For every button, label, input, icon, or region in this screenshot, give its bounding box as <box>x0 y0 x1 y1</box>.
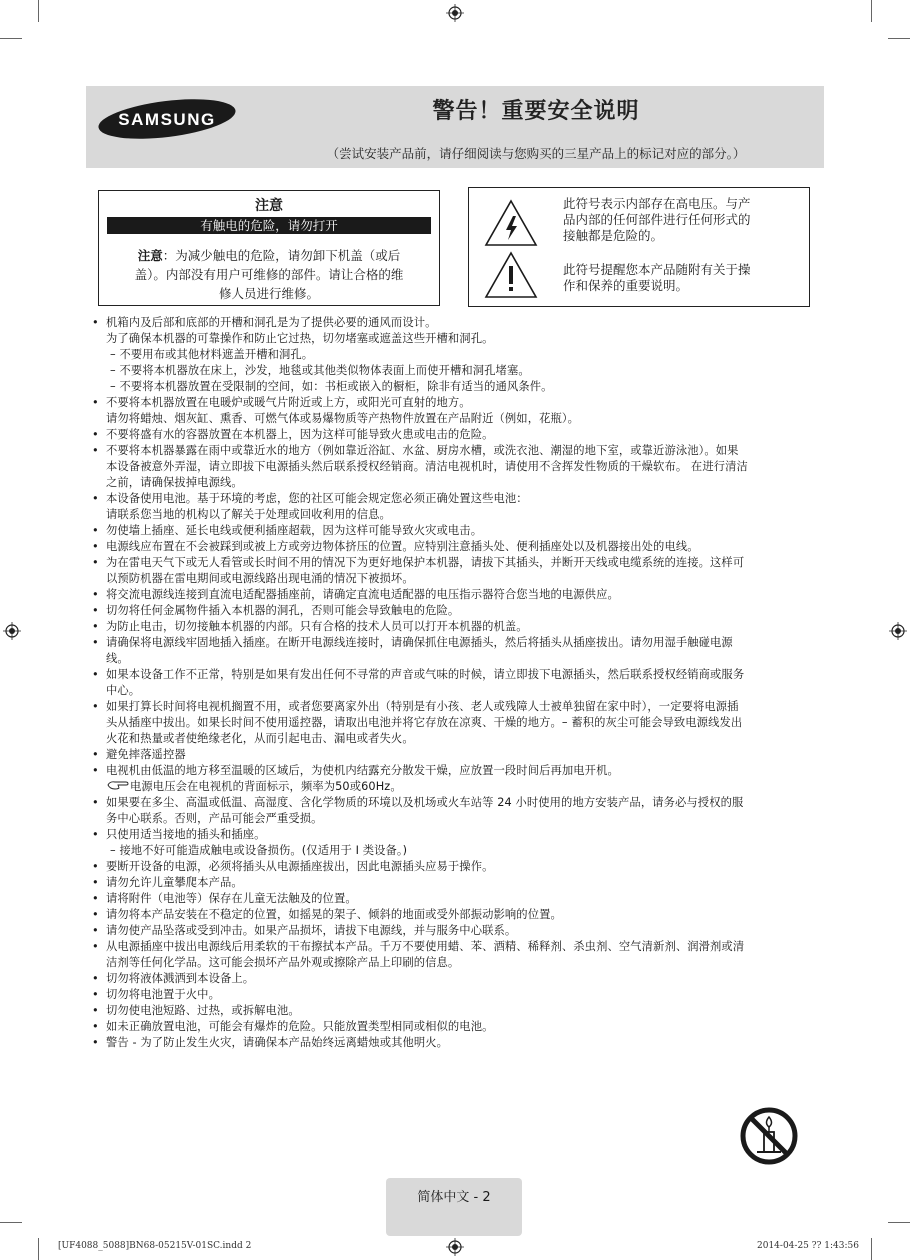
crop-mark <box>888 1222 910 1223</box>
warning-icon <box>483 250 539 300</box>
list-item: • 要断开设备的电源，必须将插头从电源插座拔出，因此电源插头应易于操作。 <box>92 860 494 873</box>
samsung-logo <box>96 96 238 142</box>
caution-text <box>107 246 431 303</box>
list-item: • 请勿将本产品安装在不稳定的位置，如摇晃的架子、倾斜的地面或受外部振动影响的位置。 <box>92 908 562 921</box>
list-item: • 请勿使产品坠落或受到冲击。如果产品损坏，请拔下电源线，并与服务中心联系。 <box>92 924 517 937</box>
footer-file: [UF4088_5088]BN68-05215V-01SC.indd 2 <box>58 1241 252 1251</box>
list-item: • 请确保将电源线牢固地插入插座。在断开电源线连接时，请确保抓住电源插头，然后将插头从插座拔出。请勿用湿手触碰电源 线。 <box>92 636 733 665</box>
crop-mark <box>38 1238 39 1260</box>
list-item: • 将交流电源线连接到直流电适配器插座前，请确定直流电适配器的电压指示器符合您当地的电源供应。 <box>92 588 619 601</box>
caution-box <box>98 190 440 306</box>
page-label: 简体中文 - 2 <box>417 1190 491 1205</box>
list-item: • 不要将本机器暴露在雨中或靠近水的地方（例如靠近浴缸、水盆、厨房水槽，或洗衣池、潮湿的地下室，或靠近游泳池）。如果 本设备被意外弄湿，请立即拔下电源插头然后联系授权经销商。清洁电视机时，请使用不含挥发性物质的干燥软布。 在进行清洁 之前，请确保拔掉电源线。 <box>92 444 748 489</box>
list-item: • 切勿使电池短路、过热，或拆解电池。 <box>92 1004 300 1017</box>
caution-title: 注意 <box>255 198 283 214</box>
list-item: • 电视机由低温的地方移至温暖的区域后，为使机内结露充分散发干燥，应放置一段时间后再加电开机。 电源电压会在电视机的背面标示，频率为50或60Hz。 <box>92 764 619 793</box>
header-band <box>86 86 824 168</box>
list-item: • 不要将盛有水的容器放置在本机器上，因为这样可能导致火患或电击的危险。 <box>92 428 494 441</box>
crop-mark <box>0 38 22 39</box>
list-item: • 避免摔落遥控器 <box>92 748 186 761</box>
list-item: • 从电源插座中拔出电源线后用柔软的干布擦拭本产品。千万不要使用蜡、苯、酒精、稀释剂、杀虫剂、空气清新剂、润滑剂或清 洁剂等任何化学品。这可能会损坏产品外观或擦除产品上印刷的信息。 <box>92 940 745 969</box>
list-item: • 如果本设备工作不正常，特别是如果有发出任何不寻常的声音或气味的时候，请立即拔下电源插头，然后联系授权经销商或服务 中心。 <box>92 668 745 697</box>
list-item: • 请将附件（电池等）保存在儿童无法触及的位置。 <box>92 892 357 905</box>
crop-mark <box>0 1222 22 1223</box>
list-item: • 如未正确放置电池，可能会有爆炸的危险。只能放置类型相同或相似的电池。 <box>92 1020 494 1033</box>
list-item: • 为在雷电天气下或无人看管或长时间不用的情况下为更好地保护本机器，请拔下其插头，并断开天线或电缆系统的连接。这样可 以预防机器在雷电期间或电源线路出现电涌的情况下被损坏。 <box>92 556 745 585</box>
note-hand-icon <box>106 779 130 791</box>
crop-mark <box>871 0 872 22</box>
logo-text: SAMSUNG <box>118 110 216 129</box>
list-item: • 如果打算长时间将电视机搁置不用，或者您要离家外出（特别是有小孩、老人或残障人士被单独留在家中时），一定要将电源插 头从插座中拔出。如果长时间不使用遥控器，请取出电池并将它存放在凉爽、干燥的地方。– 蓄积的灰尘可能会导致电源线发出 火花和热量或者使绝缘老化，从而引起电击、漏电或者失火。 <box>92 700 743 745</box>
caution-text-1: ：为减少触电的危险，请勿卸下机盖（或后 <box>162 248 401 263</box>
list-item: • 为防止电击，切勿接触本机器的内部。只有合格的技术人员可以打开本机器的机盖。 <box>92 620 528 633</box>
registration-mark-icon <box>446 1238 464 1256</box>
note-text: 电源电压会在电视机的背面标示，频率为50或60Hz。 <box>130 780 402 793</box>
list-item: • 本设备使用电池。基于环境的考虑，您的社区可能会规定您必须正确处置这些电池： 请联系您当地的机构以了解关于处理或回收利用的信息。 <box>92 492 528 521</box>
warning-text: 此符号提醒您本产品随附有关于操 作和保养的重要说明。 <box>563 262 751 293</box>
list-item: • 不要将本机器放置在电暖炉或暖气片附近或上方，或阳光可直射的地方。 请勿将蜡烛、烟灰缸、熏香、可燃气体或易爆物质等产热物件放置在产品附近（例如，花瓶）。 <box>92 396 580 425</box>
page-subtitle: （尝试安装产品前，请仔细阅读与您购买的三星产品上的标记对应的部分。） <box>326 146 746 161</box>
high-voltage-text: 此符号表示内部存在高电压。与产 品内部的任何部件进行任何形式的 接触都是危险的。 <box>563 196 751 243</box>
page-number-tab <box>386 1178 522 1236</box>
footer-date: 2014-04-25 ?? 1:43:56 <box>757 1241 859 1251</box>
list-item: • 勿使墙上插座、延长电线或便利插座超载，因为这样可能导致火灾或电击。 <box>92 524 483 537</box>
list-item: • 请勿允许儿童攀爬本产品。 <box>92 876 243 889</box>
no-open-flame-icon <box>739 1106 799 1166</box>
list-item: • 切勿将任何金属物件插入本机器的洞孔，否则可能会导致触电的危险。 <box>92 604 460 617</box>
list-item: • 切勿将电池置于火中。 <box>92 988 220 1001</box>
crop-mark <box>871 1238 872 1260</box>
list-item: • 机箱内及后部和底部的开槽和洞孔是为了提供必要的通风而设计。 为了确保本机器的可靠操作和防止它过热，切勿堵塞或遮盖这些开槽和洞孔。 – 不要用布或其他材料遮盖开槽和洞孔。 – 不要将本机器放在床上，沙发，地毯或其他类似物体表面上而使开槽和洞孔堵塞。 – 不要将本机器放置在受限制的空间，如：书柜或嵌入的橱柜，除非有适当的通风条件。 <box>92 316 553 393</box>
list-item: • 警告 - 为了防止发生火灾，请确保本产品始终远离蜡烛或其他明火。 <box>92 1036 449 1049</box>
caution-text-2: 盖）。内部没有用户可维修的部件。请让合格的维 <box>134 267 404 282</box>
high-voltage-icon <box>483 198 539 248</box>
caution-label: 注意 <box>137 248 163 263</box>
list-item: • 电源线应布置在不会被踩到或被上方或旁边物体挤压的位置。应特别注意插头处、便利插座处以及机器接出处的电线。 <box>92 540 699 553</box>
registration-mark-icon <box>889 622 907 640</box>
caution-bar: 有触电的危险，请勿打开 <box>107 217 431 234</box>
page-title: 警告！重要安全说明 <box>432 99 640 124</box>
crop-mark <box>888 38 910 39</box>
safety-list <box>90 315 820 1051</box>
symbols-box <box>468 187 810 307</box>
caution-text-3: 修人员进行维修。 <box>218 286 319 301</box>
list-item: • 只使用适当接地的插头和插座。 – 接地不好可能造成触电或设备损伤。(仅适用于 Ⅰ 类设备。) <box>92 828 408 857</box>
registration-mark-icon <box>3 622 21 640</box>
registration-mark-icon <box>446 4 464 22</box>
crop-mark <box>38 0 39 22</box>
list-item: • 如果要在多尘、高温或低温、高湿度、含化学物质的环境以及机场或火车站等 24 小时使用的地方安装产品，请务必与授权的服 务中心联系。否则，产品可能会严重受损。 <box>92 796 744 825</box>
list-item: • 切勿将液体溅洒到本设备上。 <box>92 972 255 985</box>
